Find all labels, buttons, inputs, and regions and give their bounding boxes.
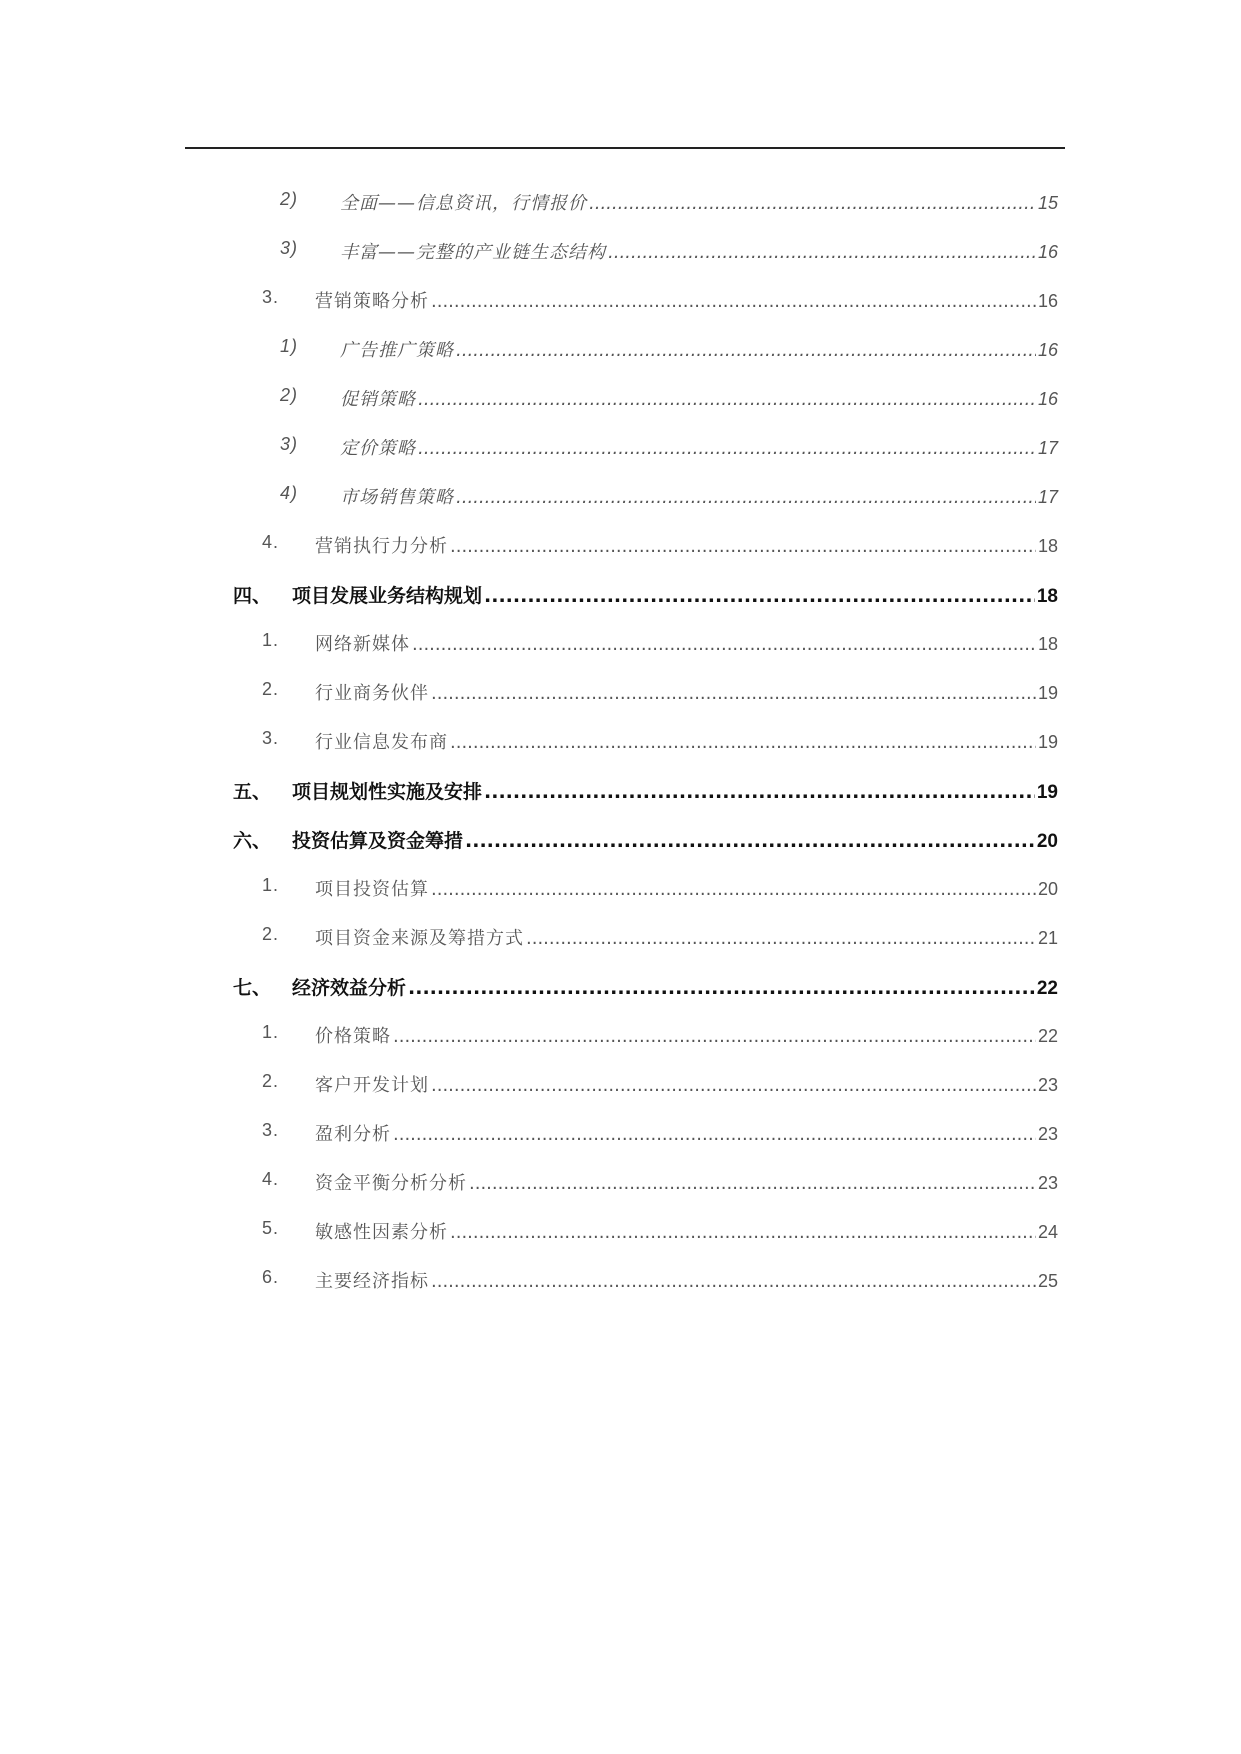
toc-entry-page: 18 [1037,634,1058,654]
toc-entry-title: 主要经济指标 [315,1271,429,1292]
toc-entry-number: 五、 [233,781,272,803]
toc-entry-number: 四、 [233,585,272,607]
toc-entry-title: 广告推广策略 [340,340,454,361]
dot-leader [465,830,1035,852]
toc-entry-title: 行业商务伙伴 [315,683,429,704]
toc-entry-page: 20 [1036,831,1058,852]
toc-entry-number: 六、 [233,830,272,852]
toc-entry[interactable] [0,1071,1241,1105]
toc-entry-title: 资金平衡分析分析 [315,1173,467,1194]
toc-entry-line [315,1120,1058,1146]
toc-entry[interactable] [0,581,1241,615]
toc-entry-number: 3) [280,238,299,258]
toc-entry-line [340,483,1058,509]
dot-leader [484,585,1035,607]
toc-entry-title: 市场销售策略 [340,487,454,508]
toc-entry[interactable] [0,630,1241,664]
dot-leader [431,683,1036,704]
toc-entry[interactable] [0,1022,1241,1056]
toc-entry-page: 24 [1037,1222,1058,1242]
dot-leader [469,1173,1036,1194]
toc-entry-number: 1. [262,630,280,650]
dot-leader [608,242,1036,263]
dot-leader [450,732,1036,753]
toc-entry[interactable] [0,483,1241,517]
toc-entry-page: 22 [1037,1026,1058,1046]
toc-entry-number: 1. [262,875,280,895]
toc-entry-title: 网络新媒体 [315,634,410,655]
toc-entry-page: 16 [1037,340,1058,360]
toc-entry-page: 19 [1036,782,1058,803]
toc-entry-page: 16 [1037,242,1058,262]
toc-entry-page: 17 [1037,438,1058,458]
toc-entry-title: 经济效益分析 [292,977,407,999]
toc-entry[interactable] [0,385,1241,419]
toc-entry-page: 25 [1037,1271,1058,1291]
dot-leader [450,536,1036,557]
toc-entry[interactable] [0,238,1241,272]
toc-entry-number: 4. [262,532,280,552]
toc-entry-page: 18 [1036,586,1058,607]
toc-entry-line [315,728,1058,754]
toc-entry[interactable] [0,728,1241,762]
toc-entry-page: 20 [1037,879,1058,899]
toc-entry-number: 七、 [233,977,272,999]
toc-entry-title: 营销执行力分析 [315,536,448,557]
toc-entry[interactable] [0,924,1241,958]
toc-entry-title: 客户开发计划 [315,1075,429,1096]
toc-entry-line [315,679,1058,705]
toc-entry[interactable] [0,679,1241,713]
header-rule [185,147,1065,149]
toc-entry-line [315,287,1058,313]
toc-entry-line [292,826,1058,853]
toc-entry-title: 行业信息发布商 [315,732,448,753]
toc-entry-line [340,434,1058,460]
toc-entry-title: 价格策略 [315,1026,391,1047]
toc-entry-title: 定价策略 [340,438,416,459]
toc-entry-line [315,1218,1058,1244]
toc-entry-title: 盈利分析 [315,1124,391,1145]
toc-entry-number: 4) [280,483,299,503]
toc-entry-line [340,336,1058,362]
toc-entry-page: 22 [1036,978,1058,999]
toc-entry-page: 23 [1037,1173,1058,1193]
toc-entry-line [315,1267,1058,1293]
toc-entry-title: 项目投资估算 [315,879,429,900]
toc-entry[interactable] [0,1267,1241,1301]
toc-entry-number: 2. [262,924,280,944]
toc-entry-page: 15 [1037,193,1058,213]
dot-leader [431,879,1036,900]
toc-entry-title: 促销策略 [340,389,416,410]
toc-entry-number: 6. [262,1267,280,1287]
toc-entry-number: 3. [262,728,280,748]
toc-entry-title: 项目发展业务结构规划 [292,585,483,607]
toc-entry[interactable] [0,777,1241,811]
toc-entry-page: 18 [1037,536,1058,556]
toc-entry-line [315,532,1058,558]
toc-entry-title: 全面——信息资讯，行情报价 [340,193,587,214]
toc-entry-page: 23 [1037,1075,1058,1095]
toc-entry-line [315,1071,1058,1097]
dot-leader [431,1271,1036,1292]
toc-entry-number: 2. [262,679,280,699]
toc-entry[interactable] [0,1120,1241,1154]
toc-entry-page: 21 [1037,928,1058,948]
toc-entry-line [315,1022,1058,1048]
toc-entry-line [315,630,1058,656]
toc-entry-title: 敏感性因素分析 [315,1222,448,1243]
toc-entry[interactable] [0,875,1241,909]
toc-entry[interactable] [0,532,1241,566]
toc-entry-number: 3. [262,1120,280,1140]
toc-entry-title: 营销策略分析 [315,291,429,312]
toc-entry-line [315,924,1058,950]
toc-entry-line [292,777,1058,804]
toc-entry-title: 丰富——完整的产业链生态结构 [340,242,606,263]
toc-entry-title: 项目规划性实施及安排 [292,781,483,803]
toc-entry[interactable] [0,287,1241,321]
dot-leader [450,1222,1036,1243]
dot-leader [456,340,1036,361]
toc-entry-line [315,875,1058,901]
toc-entry-line [292,581,1058,608]
toc-entry-line [292,973,1058,1000]
toc-entry-title: 投资估算及资金筹措 [292,830,464,852]
toc-entry-number: 2. [262,1071,280,1091]
toc-entry-number: 3) [280,434,299,454]
dot-leader [484,781,1035,803]
toc-entry[interactable] [0,336,1241,370]
dot-leader [431,291,1036,312]
toc-entry[interactable] [0,434,1241,468]
toc-entry-page: 19 [1037,683,1058,703]
toc-entry-line [340,189,1058,215]
toc-entry-page: 19 [1037,732,1058,752]
dot-leader [393,1124,1036,1145]
toc-entry-page: 23 [1037,1124,1058,1144]
toc-entry-number: 5. [262,1218,280,1238]
toc-entry[interactable] [0,973,1241,1007]
toc-entry-page: 16 [1037,389,1058,409]
toc-entry-number: 3. [262,287,280,307]
toc-entry[interactable] [0,826,1241,860]
toc-entry-number: 1) [280,336,299,356]
toc-entry[interactable] [0,1218,1241,1252]
toc-entry-number: 1. [262,1022,280,1042]
toc-entry-page: 17 [1037,487,1058,507]
toc-entry-number: 2) [280,385,299,405]
dot-leader [418,438,1036,459]
dot-leader [393,1026,1036,1047]
toc-entry-page: 16 [1037,291,1058,311]
dot-leader [526,928,1036,949]
toc-entry-number: 2) [280,189,299,209]
toc-entry[interactable] [0,189,1241,223]
toc-entry-title: 项目资金来源及筹措方式 [315,928,524,949]
toc-entry-line [315,1169,1058,1195]
toc-entry-line [340,385,1058,411]
dot-leader [431,1075,1036,1096]
toc-entry-line [340,238,1058,264]
dot-leader [456,487,1036,508]
dot-leader [412,634,1036,655]
dot-leader [418,389,1036,410]
dot-leader [589,193,1036,214]
dot-leader [408,977,1035,999]
toc-entry-number: 4. [262,1169,280,1189]
toc-entry[interactable] [0,1169,1241,1203]
